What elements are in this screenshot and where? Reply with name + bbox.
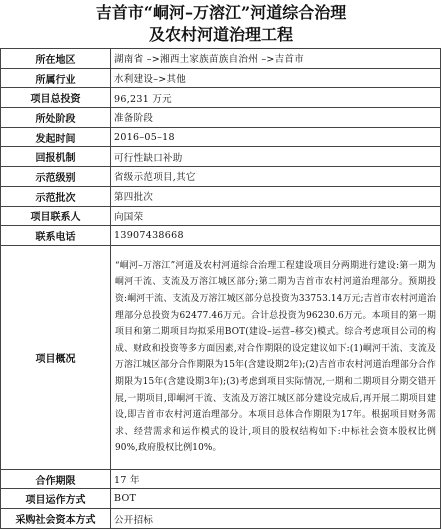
table-row: [1, 88, 441, 108]
table-row: [1, 186, 441, 206]
table-row: [1, 489, 441, 509]
table-row: [1, 127, 441, 147]
field-label: 项目总投资: [1, 88, 111, 108]
field-label: 示范级别: [1, 167, 111, 187]
field-label: 联系电话: [1, 226, 111, 246]
field-value: 准备阶段: [111, 108, 441, 128]
field-value: 2016–05–18: [111, 127, 441, 147]
field-value: BOT: [111, 489, 441, 509]
field-value: 向国荣: [111, 206, 441, 226]
field-label: 项目联系人: [1, 206, 111, 226]
field-label: 回报机制: [1, 147, 111, 167]
title-line-1: 吉首市“峒河–万溶江”河道综合治理: [95, 3, 347, 22]
title-line-2: 及农村河道治理工程: [148, 25, 293, 44]
field-label: 发起时间: [1, 127, 111, 147]
page-title: [0, 0, 442, 48]
field-value: 公开招标: [111, 509, 441, 529]
table-row: [1, 245, 441, 469]
table-row: [1, 68, 441, 88]
field-value: 湖南省 –>湘西土家族苗族自治州 –>吉首市: [111, 49, 441, 69]
field-label: 所属行业: [1, 68, 111, 88]
field-value: 13907438668: [111, 226, 441, 246]
project-overview-text: “峒河–万溶江”河道及农村河道综合治理工程建设项目分两期进行建设:第一期为峒河干流、支流及万溶江城区部分;第二期为吉首市农村河道治理部分。预期投资:峒河干流、支流及万溶江城区部分总投资为33753.14万元;吉首市农村河道治理部分总投资为62477.46万元。合计总投资为96230.6万元。本项目的第一期项目和第二期项目均拟采用BOT(建设–运营–移交)模式。综合考虑项目公司的构成、财政和投资等多方面因素,对合作期限的设定建议如下:(1)峒河干流、支流及万溶江城区部分合作期限为15年(含建设期2年);(2)吉首市农村河道治理部分合作期限为15年(含建设期3年);(3)考虑到项目实际情况,一期和二期项目分期交错开展,一期项目,即峒河干流、支流及万溶江城区部分建设完成后,再开展二期项目建设,即吉首市农村河道治理部分。本项目总体合作期限为17年。根据项目财务需求、经营需求和运作模式的设计,项目的股权结构如下:中标社会资本股权比例90%,政府股权比例10%。: [111, 245, 441, 469]
field-label: 所处阶段: [1, 108, 111, 128]
field-value: 96,231 万元: [111, 88, 441, 108]
field-label: 合作期限: [1, 469, 111, 489]
field-label: 示范批次: [1, 186, 111, 206]
field-value: 可行性缺口补助: [111, 147, 441, 167]
field-value: 省级示范项目,其它: [111, 167, 441, 187]
field-label: 采购社会资本方式: [1, 509, 111, 529]
table-row: [1, 509, 441, 529]
project-info-table: [0, 48, 441, 529]
table-row: [1, 167, 441, 187]
table-row: [1, 108, 441, 128]
field-label: 项目概况: [1, 245, 111, 469]
table-row: [1, 226, 441, 246]
field-value: 第四批次: [111, 186, 441, 206]
field-value: 水利建设–>其他: [111, 68, 441, 88]
table-row: [1, 206, 441, 226]
field-value: 17 年: [111, 469, 441, 489]
field-label: 项目运作方式: [1, 489, 111, 509]
table-row: [1, 469, 441, 489]
field-label: 所在地区: [1, 49, 111, 69]
table-row: [1, 147, 441, 167]
table-row: [1, 49, 441, 69]
